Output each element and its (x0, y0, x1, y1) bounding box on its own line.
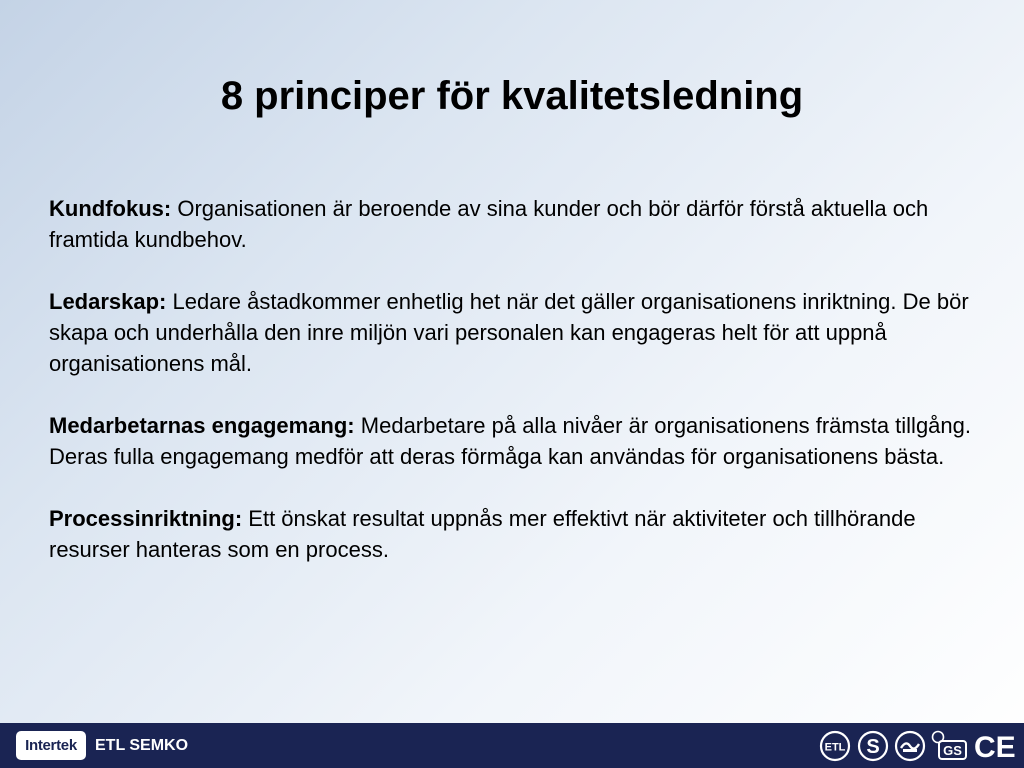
principle-text: Ledare åstadkommer enhetlig het när det gäller organisationens inriktning. De bör skapa och underhålla den inre miljön vari personalen kan engageras helt för att uppnå organisationens mål. (49, 289, 969, 376)
principle-ledarskap (49, 286, 999, 379)
intertek-logo (16, 731, 86, 760)
intertek-logo-text: Intertek (25, 737, 77, 754)
slide-title: 8 principer för kvalitetsledning (220, 74, 804, 118)
s-mark-icon (856, 729, 890, 763)
gs-mark-icon (930, 729, 970, 763)
principle-text: Ett önskat resultat uppnås mer effektivt när aktiviteter och tillhörande resurser hanteras som en process. (49, 506, 916, 562)
footer-bar (0, 723, 1024, 768)
ce-mark-text: CE (974, 731, 1016, 763)
principles-list (49, 193, 999, 596)
principle-heading: Kundfokus: (49, 196, 172, 221)
principle-heading: Processinriktning: (49, 506, 243, 531)
etl-mark-icon (818, 729, 852, 763)
s-mark-text: S (866, 736, 880, 758)
ce-mark-icon (974, 729, 1022, 763)
etl-mark-text: ETL (824, 741, 846, 754)
gs-mark-text: GS (943, 743, 962, 758)
principle-heading: Medarbetarnas engagemang: (49, 413, 355, 438)
principle-medarbetarnas-engagemang (49, 410, 999, 472)
brand-name: ETL SEMKO (95, 737, 189, 754)
principle-heading: Ledarskap: (49, 289, 167, 314)
emblem-mark-icon (893, 729, 927, 763)
principle-kundfokus (49, 193, 999, 255)
principle-text: Organisationen är beroende av sina kunder och bör därför förstå aktuella och framtida kundbehov. (49, 196, 929, 252)
principle-processinriktning (49, 503, 999, 565)
principle-text: Medarbetare på alla nivåer är organisationens främsta tillgång. Deras fulla engagemang medför att deras förmåga kan användas för organisationens bästa. (49, 413, 971, 469)
